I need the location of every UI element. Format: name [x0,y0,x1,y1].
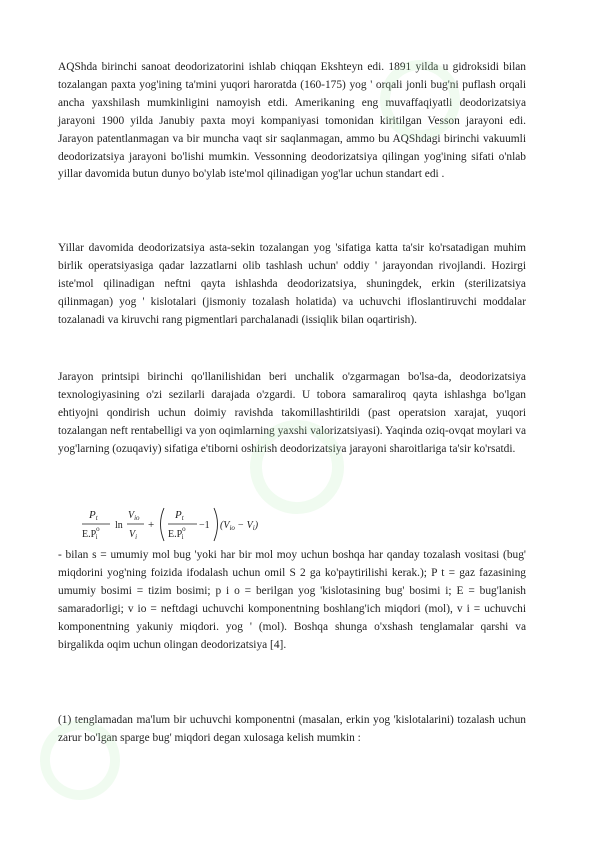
formula-tail: $(V_{io} - V_i)$ [220,520,259,532]
paragraph-4: - bilan s = umumiy mol bug 'yoki har bir mol moy uchun boshqa har qanday tozalash vositasi (bug' miqdorini yog'ning foizida ifodalash uchun omil S 2 ga ko'paytirilishi kerak.); P t = gaz fazasining umumiy bosimi = tizim bosimi; p i o = berilgan yog 'kislotasining bug' bosimi i; E = bug'lanish samaradorligi; v io = neftdagi uchuvchi komponentning boshlang'ich miqdori (mol), v i = uchuvchi komponentning yakuniy miqdori. yog ' (mol). Boshqa shunga o'xshash tenglamalar qarshi va birgalikda oqim uchun olingan deodorizatsiya [4]. [58,549,526,651]
paragraph-1: AQShda birinchi sanoat deodorizatorini ishlab chiqqan Ekshteyn edi. 1891 yilda u gidroksidi bilan tozalangan paxta yog'ining ta'mini yuqori haroratda (160-175) yog ' orqali jonli bug'ni puflash orqali ancha yaxshilash mumkinligini namoyish etdi. Amerikaning eng muvaffaqiyatli deodorizatsiya jarayoni 1900 yilda Janubiy paxta moyi kompaniyasi tomonidan kiritilgan Vesson jarayoni edi. Jarayon patentlanmagan va bir muncha vaqt sir saqlanmagan, ammo bu AQShdagi birinchi vakuumli deodorizatsiya jarayoni bo'lishi mumkin. Vessonning deodorizatsiya qilingan yog'ining sifati o'nlab yillar davomida butun dunyo bo'ylab iste'mol qilinadigan yog'lar uchun standart edi . [58,61,526,181]
document-page [58,0,526,842]
left-paren [161,508,165,541]
paragraph-5: (1) tenglamadan ma'lum bir uchuvchi komponentni (masalan, erkin yog 'kislotalarini) tozalash uchun zarur bo'lgan sparge bug' miqdori degan xulosaga kelish mumkin : [58,714,526,744]
formula-plus: + [148,519,155,531]
formula-lhs-numerator: Pt [89,509,98,522]
formula-inner-numerator: Pt [175,509,184,522]
formula-minus-one: −1 [199,520,210,531]
deodorization-equation [80,504,300,544]
right-paren [214,508,218,541]
formula-inner-denominator: $E.P^o$ i [168,525,186,541]
paragraph-3: Jarayon printsipi birinchi qo'llanilishidan beri unchalik o'zgarmagan bo'lsa-da, deodorizatsiya texnologiyasining o'zi sezilarli darajada o'zgardi. U tobora samaraliroq qayta ishlashga bo'lgan ehtiyojni qondirish uchun doimiy ravishda takomillashtirildi (past operatsion xarajat, yuqori tozalangan neft rentabelligi va yon oqimlarning yaxshi valorizatsiyasi). Yaqinda oziq-ovqat moylari va yog'larning (ozuqaviy) sifatiga e'tiborni oshirish deodorizatsiya jarayoni sharoitlariga ta'sir ko'rsatdi. [58,371,526,455]
formula-lhs-denominator: $E.P^o$ i [82,525,100,541]
formula-log-numerator: $V_{io}$ [128,510,140,522]
paragraph-2: Yillar davomida deodorizatsiya asta-sekin tozalangan yog 'sifatiga katta ta'sir ko'rsatadigan muhim birlik operatsiyasiga qadar lazzatlarni olib tashlash uchun' oddiy ' jarayondan rivojlandi. Hozirgi iste'mol qilinadigan neftni qayta ishlashda deodorizatsiya, shuningdek, erkin (sterilizatsiya qilinmagan) yog ' kislotalari (jismoniy tozalash holatida) va uchuvchi ifloslantiruvchi moddalar tozalanadi va kiruvchi rang pigmentlari parchalanadi (issiqlik bilan oqartirish). [58,242,526,326]
formula-ln: ln [115,520,123,531]
formula-log-denominator: $V_i$ [129,529,138,541]
